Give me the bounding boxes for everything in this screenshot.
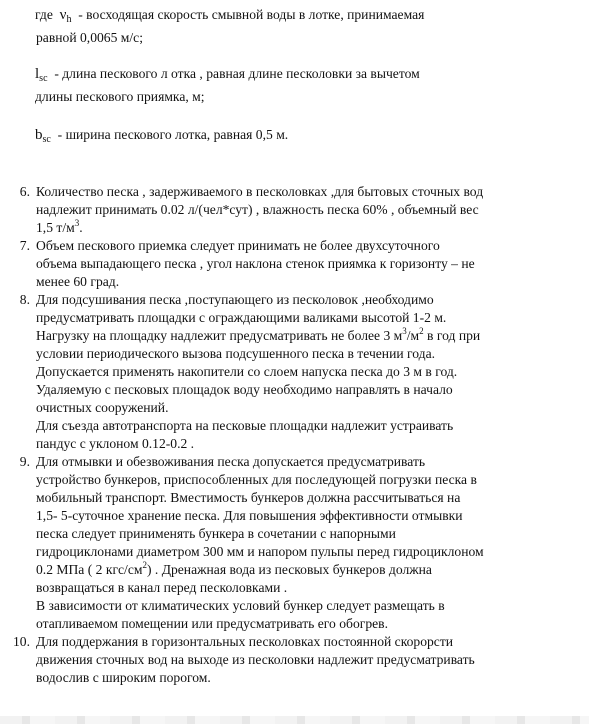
item-line: Допускается применять накопители со слоем напуска песка до 3 м в год. (36, 364, 458, 379)
definitions-block (35, 6, 575, 149)
list-item-8 (0, 291, 589, 453)
item-line: Объем пескового приемка следует принимать не более двухсуточного (36, 238, 440, 253)
item-line: условии периодического вызова подсушенного песка в течении года. (36, 346, 436, 361)
definition-bsc (35, 126, 575, 149)
definition-vh (35, 6, 575, 47)
item-line: Удаляемую с песковых площадок воду необходимо направлять в начало (36, 382, 453, 397)
item-line: Для съезда автотранспорта на песковые площадки надлежит устраивать (36, 418, 454, 433)
item-line: Количество песка , задерживаемого в песколовках ,для бытовых сточных вод (36, 184, 484, 199)
definition-lsc (35, 65, 575, 106)
item-body (36, 633, 584, 687)
item-body (36, 183, 584, 237)
item-line: Нагрузку на площадку надлежит предусматривать не более 3 $м^3/м^2$ в год при (36, 326, 481, 343)
item-line: движения сточных вод на выходе из песколовки надлежит предусматривать (36, 652, 475, 667)
item-line: менее 60 град. (36, 274, 120, 289)
symbol-lsc: $l_{sc}$ (35, 66, 48, 84)
item-number: 10. (13, 634, 30, 649)
item-number: 9. (19, 454, 30, 469)
item-number: 7. (19, 238, 30, 253)
list-item-6 (0, 183, 589, 237)
definition-line (35, 65, 575, 88)
item-line: мобильный транспорт. Вместимость бункеров должна рассчитываться на (36, 490, 461, 505)
item-line: отапливаемом помещении или предусматривать его обогрев. (36, 616, 388, 631)
definition-text: - длина пескового л отка , равная длине песколовки за вычетом (54, 66, 420, 81)
item-line: очистных сооружений. (36, 400, 169, 415)
definition-text-cont: длины пескового приямка, м; (35, 89, 205, 104)
symbol-bsc: $b_{sc}$ (35, 127, 51, 145)
definition-prefix: где (35, 7, 53, 22)
list-item-10 (0, 633, 589, 687)
item-line: объема выпадающего песка , угол наклона стенок приямка к горизонту – не (36, 256, 475, 271)
item-line: предусматривать площадки с ограждающими валиками высотой 1-2 м. (36, 310, 447, 325)
definition-text: - восходящая скорость смывной воды в лотке, принимаемая (78, 7, 425, 22)
scan-artifact (0, 716, 589, 724)
list-item-7 (0, 237, 589, 291)
item-line: устройство бункеров, приспособленных для последующей погрузки песка в (36, 472, 477, 487)
item-line: песка следует принименять бункера в сочетании с напорными (36, 526, 396, 541)
item-number: 6. (19, 184, 30, 199)
item-line: пандус с уклоном 0.12-0.2 . (36, 436, 195, 451)
definition-line (35, 6, 575, 29)
item-line: 1,5- 5-суточное хранение песка. Для повышения эффективности отмывки (36, 508, 463, 523)
item-line: гидроциклонами диаметром 300 мм и напором пульпы перед гидроциклоном (36, 544, 484, 559)
item-body (36, 237, 584, 291)
item-number: 8. (19, 292, 30, 307)
definition-line (35, 126, 575, 149)
item-line: В зависимости от климатических условий бункер следует размещать в (36, 598, 445, 613)
item-line: возвращаться в канал перед песколовками . (36, 580, 288, 595)
item-line: надлежит принимать 0.02 л/(чел*сут) , влажность песка 60% , объемный вес (36, 202, 479, 217)
item-line: водослив с широким порогом. (36, 670, 211, 685)
numbered-list (0, 183, 589, 687)
item-line: Для поддержания в горизонтальных песколовках постоянной скорорсти (36, 634, 454, 649)
symbol-vh: $\nu_h$ (59, 7, 72, 25)
definition-text-cont: равной 0,0065 м/с; (36, 30, 143, 45)
item-line: 0.2 МПа ( 2 кгс/$см^2$) . Дренажная вода из песковых бункеров должна (36, 560, 432, 577)
list-item-9 (0, 453, 589, 633)
item-line: Для подсушивания песка ,поступающего из песколовок ,необходимо (36, 292, 434, 307)
item-body (36, 453, 584, 633)
item-line: 1,5 $т/м^3$. (36, 218, 83, 235)
item-line: Для отмывки и обезвоживания песка допускается предусматривать (36, 454, 426, 469)
item-body (36, 291, 584, 453)
definition-text: - ширина пескового лотка, равная 0,5 м. (57, 127, 289, 142)
